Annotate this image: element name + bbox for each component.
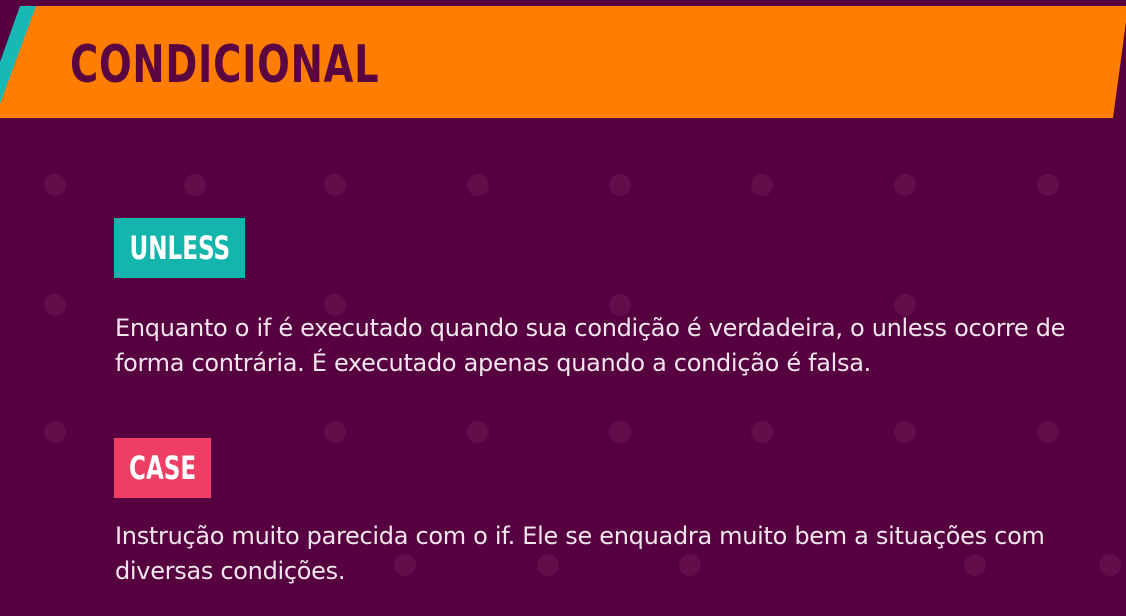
page-title: CONDICIONAL [70,35,380,95]
case-badge [114,438,211,498]
case-description: Instrução muito parecida com o if. Ele se enquadra muito bem a situações com diversas condições. [115,522,1045,585]
unless-badge-label: UNLESS [129,229,230,267]
unless-badge [114,218,245,278]
case-badge-label: CASE [128,449,197,487]
unless-description: Enquanto o if é executado quando sua condição é verdadeira, o unless ocorre de forma contrária. É executado apenas quando a condição é falsa. [115,314,1066,377]
